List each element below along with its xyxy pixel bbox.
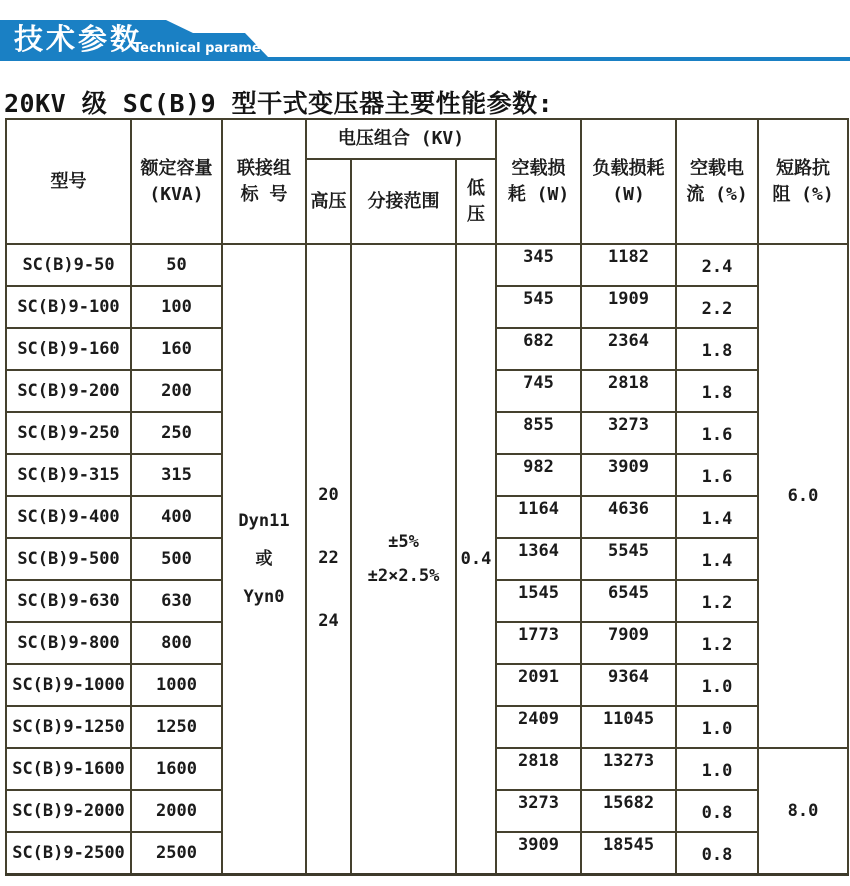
no-load-loss-cell [496, 622, 581, 664]
tap-range-line2: ±2×2.5% [367, 565, 440, 586]
load-loss-cell [581, 538, 676, 580]
no-load-loss-value: 855 [523, 415, 554, 435]
no-load-loss-cell [496, 790, 581, 832]
no-load-current-cell [676, 748, 758, 790]
col-header-no-load-current [676, 119, 758, 244]
model-cell: SC(B)9-200 [6, 370, 131, 412]
capacity-cell: 200 [131, 370, 222, 412]
no-load-current-value: 1.8 [701, 383, 733, 403]
no-load-current-cell [676, 496, 758, 538]
load-loss-cell [581, 286, 676, 328]
no-load-loss-cell [496, 664, 581, 706]
no-load-loss-value: 3909 [518, 834, 559, 855]
no-load-current-value: 0.8 [701, 803, 733, 823]
no-load-current-cell [676, 832, 758, 874]
no-load-current-cell [676, 454, 758, 496]
tap-range-merged-cell [351, 244, 456, 874]
col-header-tap-range: 分接范围 [351, 159, 456, 244]
load-loss-value: 6545 [608, 583, 649, 603]
spec-table [5, 118, 849, 876]
no-load-current-value: 1.0 [701, 719, 733, 739]
col-header-hv: 高压 [306, 159, 351, 244]
model-cell: SC(B)9-315 [6, 454, 131, 496]
load-loss-value: 4636 [608, 499, 649, 519]
no-load-loss-value: 1364 [518, 541, 559, 561]
no-load-current-value: 2.2 [701, 299, 733, 319]
no-load-loss-value: 982 [523, 457, 554, 477]
connection-header-line2: 标 号 [240, 183, 288, 205]
connection-merged-cell [222, 244, 306, 874]
no-load-current-header-line2: 流 (%) [686, 183, 748, 205]
impedance-merged-cell-8: 8.0 [758, 748, 848, 874]
no-load-loss-cell [496, 286, 581, 328]
load-loss-value: 9364 [608, 667, 649, 687]
col-header-capacity [131, 119, 222, 244]
col-header-no-load-loss [496, 119, 581, 244]
load-loss-cell [581, 412, 676, 454]
no-load-current-cell [676, 790, 758, 832]
no-load-current-cell [676, 412, 758, 454]
no-load-current-cell [676, 664, 758, 706]
load-loss-cell [581, 370, 676, 412]
no-load-loss-value: 2818 [518, 751, 559, 771]
header-row-1 [6, 119, 848, 159]
lv-header-line2: 压 [467, 203, 486, 225]
no-load-current-value: 1.6 [701, 467, 733, 487]
load-loss-value: 3909 [608, 457, 649, 477]
no-load-loss-value: 545 [523, 289, 554, 309]
load-loss-cell [581, 790, 676, 832]
col-header-lv [456, 159, 496, 244]
load-loss-cell [581, 706, 676, 748]
col-header-voltage-combo: 电压组合 (KV) [306, 119, 496, 159]
capacity-cell: 2500 [131, 832, 222, 874]
no-load-loss-cell [496, 412, 581, 454]
no-load-loss-value: 1545 [518, 583, 559, 603]
col-header-load-loss [581, 119, 676, 244]
no-load-loss-cell [496, 328, 581, 370]
no-load-current-cell [676, 244, 758, 286]
load-loss-value: 11045 [602, 709, 655, 729]
no-load-loss-value: 2409 [518, 709, 559, 729]
no-load-loss-value: 3273 [518, 793, 559, 813]
load-loss-value: 15682 [602, 793, 655, 813]
model-cell: SC(B)9-1600 [6, 748, 131, 790]
load-loss-cell [581, 328, 676, 370]
impedance-merged-cell-6: 6.0 [758, 244, 848, 748]
no-load-loss-value: 1164 [518, 499, 559, 519]
load-loss-cell [581, 454, 676, 496]
no-load-current-value: 1.0 [701, 761, 733, 781]
no-load-loss-cell [496, 706, 581, 748]
banner-title-en: Technical parameter [133, 41, 283, 56]
no-load-loss-cell [496, 580, 581, 622]
hv-value-3: 24 [318, 611, 339, 632]
load-loss-value: 13273 [602, 751, 655, 771]
no-load-current-cell [676, 328, 758, 370]
no-load-current-value: 1.6 [701, 425, 733, 445]
no-load-loss-value: 745 [523, 373, 554, 393]
table-row [6, 244, 848, 286]
model-cell: SC(B)9-500 [6, 538, 131, 580]
no-load-loss-value: 682 [523, 331, 554, 351]
no-load-current-value: 1.8 [701, 341, 733, 361]
no-load-current-value: 1.0 [701, 677, 733, 697]
no-load-loss-cell [496, 538, 581, 580]
connection-header-line1: 联接组 [237, 157, 291, 179]
model-cell: SC(B)9-400 [6, 496, 131, 538]
lv-merged-cell: 0.4 [456, 244, 496, 874]
no-load-current-value: 0.8 [701, 844, 733, 865]
capacity-header-line2: (KVA) [149, 183, 204, 205]
no-load-current-header-line1: 空载电 [690, 157, 745, 179]
impedance-header-line1: 短路抗 [776, 157, 831, 179]
no-load-current-value: 2.4 [701, 257, 733, 277]
model-cell: SC(B)9-2000 [6, 790, 131, 832]
load-loss-cell [581, 832, 676, 874]
model-cell: SC(B)9-2500 [6, 832, 131, 874]
load-loss-cell [581, 496, 676, 538]
model-cell: SC(B)9-50 [6, 244, 131, 286]
tap-range-line1: ±5% [388, 531, 419, 552]
no-load-loss-cell [496, 748, 581, 790]
model-cell: SC(B)9-1000 [6, 664, 131, 706]
no-load-current-cell [676, 370, 758, 412]
no-load-loss-value: 1773 [518, 625, 559, 645]
connection-value-line3: Yyn0 [243, 586, 285, 607]
capacity-cell: 100 [131, 286, 222, 328]
col-header-model: 型号 [6, 119, 131, 244]
col-header-connection [222, 119, 306, 244]
load-loss-value: 2364 [608, 331, 649, 351]
impedance-header-line2: 阻 (%) [772, 183, 834, 205]
capacity-cell: 50 [131, 244, 222, 286]
no-load-loss-value: 2091 [518, 667, 559, 687]
hv-value-2: 22 [318, 548, 339, 569]
page-title: 20KV 级 SC(B)9 型干式变压器主要性能参数: [4, 89, 554, 118]
section-banner [0, 20, 850, 61]
hv-value-1: 20 [318, 485, 339, 506]
no-load-current-value: 1.2 [701, 593, 733, 613]
no-load-loss-cell [496, 496, 581, 538]
capacity-cell: 800 [131, 622, 222, 664]
hv-merged-cell [306, 244, 351, 874]
load-loss-cell [581, 622, 676, 664]
connection-value-line2: 或 [255, 548, 273, 569]
load-loss-value: 2818 [608, 373, 649, 393]
model-cell: SC(B)9-630 [6, 580, 131, 622]
load-loss-cell [581, 748, 676, 790]
capacity-cell: 500 [131, 538, 222, 580]
capacity-cell: 315 [131, 454, 222, 496]
load-loss-value: 5545 [608, 541, 649, 561]
model-cell: SC(B)9-160 [6, 328, 131, 370]
no-load-current-cell [676, 538, 758, 580]
capacity-cell: 630 [131, 580, 222, 622]
col-header-impedance [758, 119, 848, 244]
no-load-loss-value: 345 [523, 247, 554, 267]
load-loss-header-line2: (W) [612, 183, 645, 205]
no-load-loss-header-line2: 耗 (W) [507, 183, 570, 205]
load-loss-cell [581, 664, 676, 706]
lv-header-line1: 低 [467, 177, 486, 199]
banner-title-cn: 技术参数 [14, 22, 143, 56]
capacity-cell: 1000 [131, 664, 222, 706]
model-cell: SC(B)9-1250 [6, 706, 131, 748]
load-loss-cell [581, 580, 676, 622]
no-load-current-cell [676, 580, 758, 622]
no-load-loss-cell [496, 454, 581, 496]
model-cell: SC(B)9-800 [6, 622, 131, 664]
no-load-current-value: 1.4 [701, 551, 733, 571]
no-load-loss-header-line1: 空载损 [511, 157, 566, 179]
capacity-cell: 250 [131, 412, 222, 454]
capacity-cell: 160 [131, 328, 222, 370]
no-load-loss-cell [496, 244, 581, 286]
capacity-cell: 400 [131, 496, 222, 538]
no-load-current-cell [676, 286, 758, 328]
load-loss-cell [581, 244, 676, 286]
load-loss-value: 7909 [608, 625, 649, 645]
capacity-cell: 2000 [131, 790, 222, 832]
capacity-cell: 1600 [131, 748, 222, 790]
load-loss-value: 3273 [608, 415, 649, 435]
load-loss-value: 1909 [608, 289, 649, 309]
no-load-current-value: 1.2 [701, 635, 733, 655]
load-loss-value: 1182 [608, 247, 649, 267]
no-load-current-value: 1.4 [701, 509, 733, 529]
load-loss-value: 18545 [602, 834, 655, 855]
connection-value-line1: Dyn11 [238, 510, 290, 531]
no-load-current-cell [676, 622, 758, 664]
capacity-header-line1: 额定容量 [140, 157, 213, 179]
load-loss-header-line1: 负载损耗 [592, 157, 665, 179]
model-cell: SC(B)9-250 [6, 412, 131, 454]
no-load-current-cell [676, 706, 758, 748]
model-cell: SC(B)9-100 [6, 286, 131, 328]
no-load-loss-cell [496, 370, 581, 412]
capacity-cell: 1250 [131, 706, 222, 748]
no-load-loss-cell [496, 832, 581, 874]
